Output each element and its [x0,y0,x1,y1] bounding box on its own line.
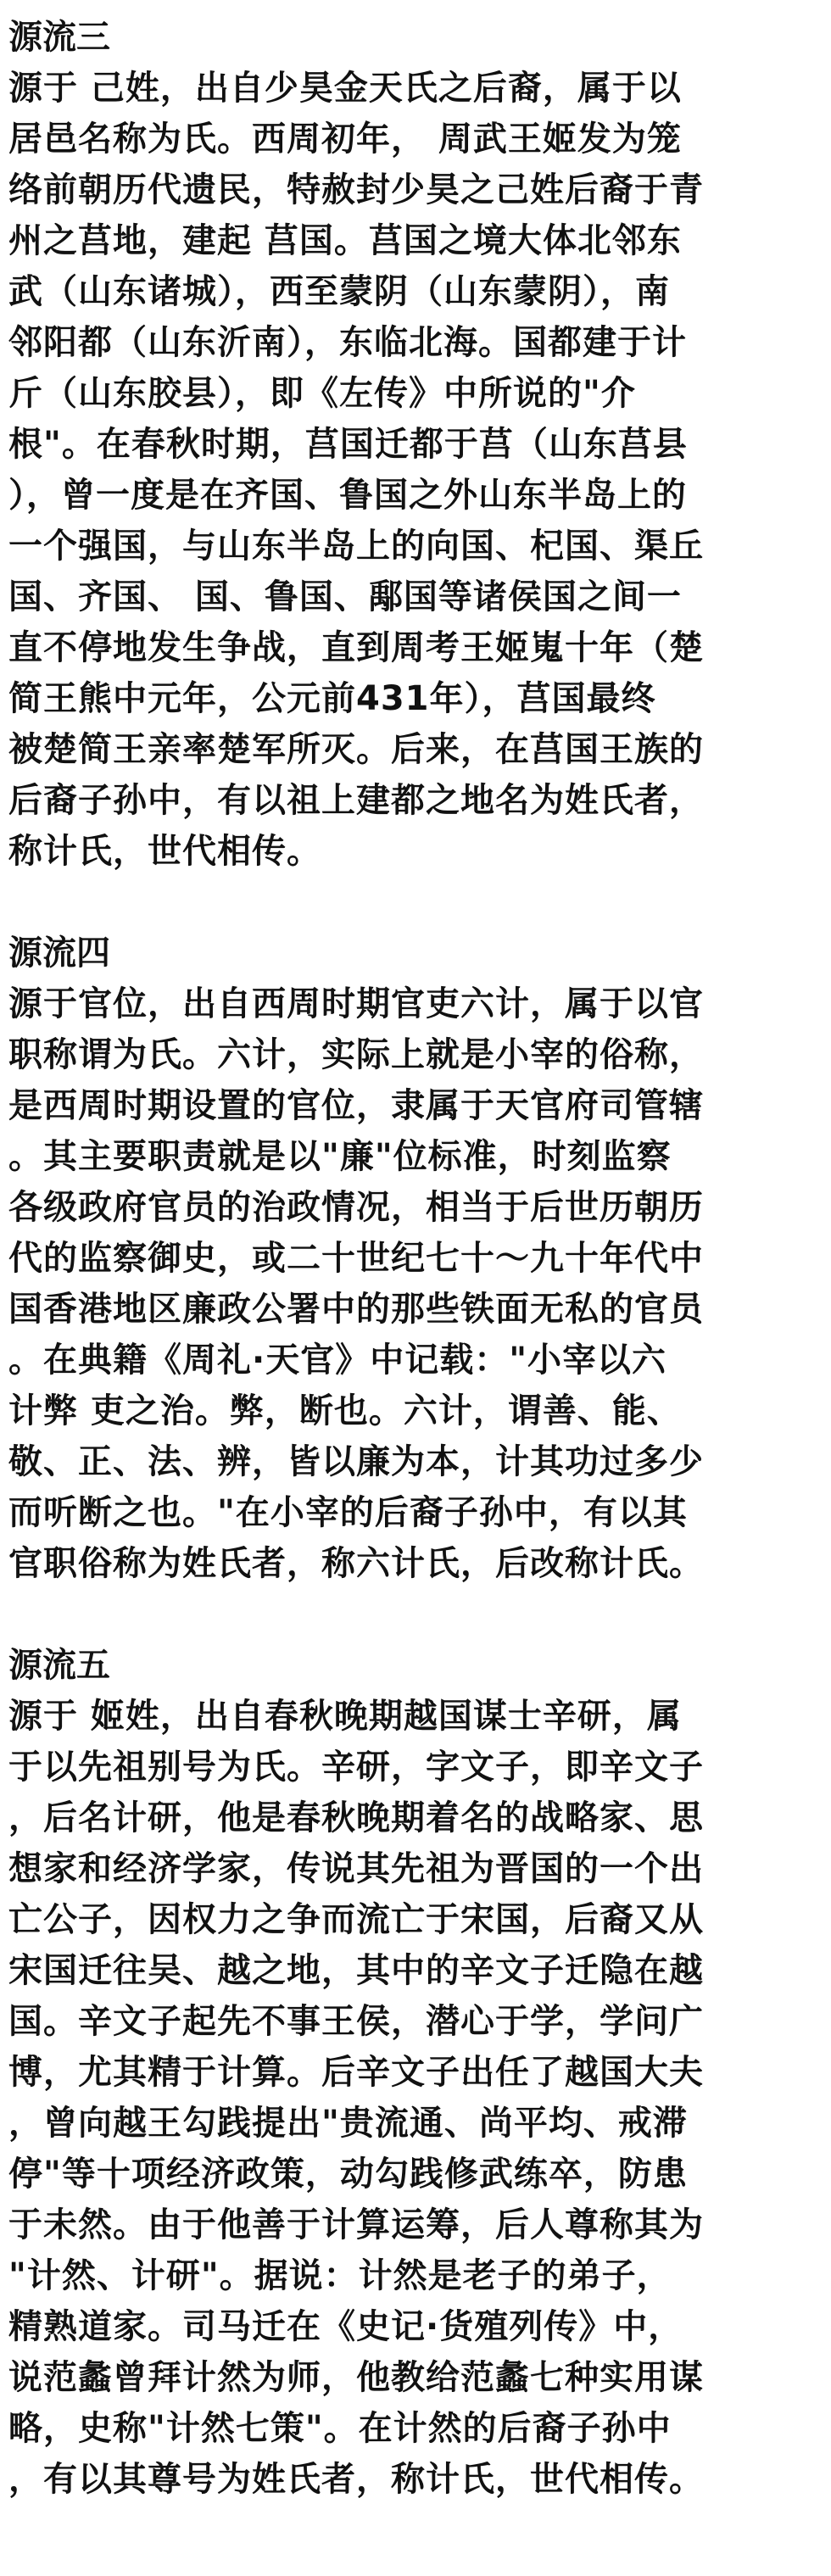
paragraph-line: 计弊 吏之治。弊，断也。六计，谓善、能、 [8,1391,682,1430]
section-origin-4 [8,928,823,1589]
paragraph-line: 宋国迁往吴、越之地，其中的辛文子迁隐在越 [8,1951,704,1990]
section-heading: 源流三 [8,18,110,57]
paragraph-line: 源于官位，出自西周时期官吏六计，属于以官 [8,984,704,1023]
paragraph-line: 简王熊中元年，公元前431年），莒国最终 [8,679,656,718]
paragraph-line: 国香港地区廉政公署中的那些铁面无私的官员 [8,1290,704,1329]
paragraph-line: 略，史称"计然七策"。在计然的后裔子孙中 [8,2409,672,2448]
section-origin-3 [8,12,823,877]
paragraph-line: 代的监察御史，或二十世纪七十～九十年代中 [8,1239,704,1278]
paragraph-line: 居邑名称为氏。西周初年， 周武王姬发为笼 [8,120,682,159]
paragraph-line: 职称谓为氏。六计，实际上就是小宰的俗称， [8,1035,704,1074]
paragraph-line: 于以先祖别号为氏。辛研，字文子，即辛文子 [8,1748,704,1787]
paragraph-line: 而听断之也。"在小宰的后裔子孙中，有以其 [8,1493,688,1532]
paragraph-line: 武（山东诸城），西至蒙阴（山东蒙阴），南 [8,272,670,311]
paragraph-line: 敬、正、法、辨，皆以廉为本，计其功过多少 [8,1442,704,1481]
paragraph-line: 官职俗称为姓氏者，称六计氏，后改称计氏。 [8,1544,704,1583]
paragraph-line: ，后名计研，他是春秋晚期着名的战略家、思 [8,1798,704,1837]
paragraph-line: 一个强国，与山东半岛上的向国、杞国、渠丘 [8,527,704,566]
paragraph-line: 是西周时期设置的官位，隶属于天官府司管辖 [8,1086,704,1125]
paragraph-line: 精熟道家。司马迁在《史记·货殖列传》中， [8,2307,683,2346]
paragraph-line: 斤（山东胶县），即《左传》中所说的"介 [8,374,636,413]
paragraph-line: 源于 己姓，出自少昊金天氏之后裔，属于以 [8,69,682,108]
paragraph-line: 于未然。由于他善于计算运筹，后人尊称其为 [8,2205,704,2244]
paragraph-line: 博，尤其精于计算。后辛文子出任了越国大夫 [8,2053,704,2092]
paragraph-line: 直不停地发生争战，直到周考王姬嵬十年（楚 [8,628,704,667]
paragraph-line: "计然、计研"。据说：计然是老子的弟子， [8,2256,672,2295]
paragraph-line: 被楚简王亲率楚军所灭。后来，在莒国王族的 [8,730,704,769]
paragraph-line: 州之莒地，建起 莒国。莒国之境大体北邻东 [8,221,682,260]
paragraph-line: 国。辛文子起先不事王侯，潜心于学，学问广 [8,2002,704,2041]
paragraph-line: 。在典籍《周礼·天官》中记载："小宰以六 [8,1341,667,1380]
paragraph-line: ，有以其尊号为姓氏者，称计氏，世代相传。 [8,2460,704,2499]
paragraph-line: 称计氏，世代相传。 [8,832,321,871]
paragraph-line: 络前朝历代遗民，特赦封少昊之己姓后裔于青 [8,170,704,209]
paragraph-line: 说范蠡曾拜计然为师，他教给范蠡七种实用谋 [8,2358,704,2397]
section-heading: 源流四 [8,934,110,973]
section-heading: 源流五 [8,1646,110,1685]
paragraph-line: 根"。在春秋时期，莒国迁都于莒（山东莒县 [8,425,688,464]
paragraph-line: 后裔子孙中，有以祖上建都之地名为姓氏者， [8,781,704,820]
paragraph-line: 各级政府官员的治政情况，相当于后世历朝历 [8,1188,704,1227]
paragraph-line: ），曾一度是在齐国、鲁国之外山东半岛上的 [8,476,687,515]
paragraph-line: 国、齐国、 国、鲁国、鄅国等诸侯国之间一 [8,577,682,616]
paragraph-line: 想家和经济学家，传说其先祖为晋国的一个出 [8,1849,704,1888]
paragraph-line: 源于 姬姓，出自春秋晚期越国谋士辛研，属 [8,1697,682,1736]
paragraph-line: ，曾向越王勾践提出"贵流通、尚平均、戒滞 [8,2104,688,2143]
paragraph-line: 邻阳都（山东沂南），东临北海。国都建于计 [8,323,687,362]
paragraph-line: 停"等十项经济政策，动勾践修武练卒，防患 [8,2155,688,2194]
paragraph-line: 。其主要职责就是以"廉"位标准，时刻监察 [8,1137,672,1176]
paragraph-line: 亡公子，因权力之争而流亡于宋国，后裔又从 [8,1900,704,1939]
section-origin-5 [8,1640,823,2505]
